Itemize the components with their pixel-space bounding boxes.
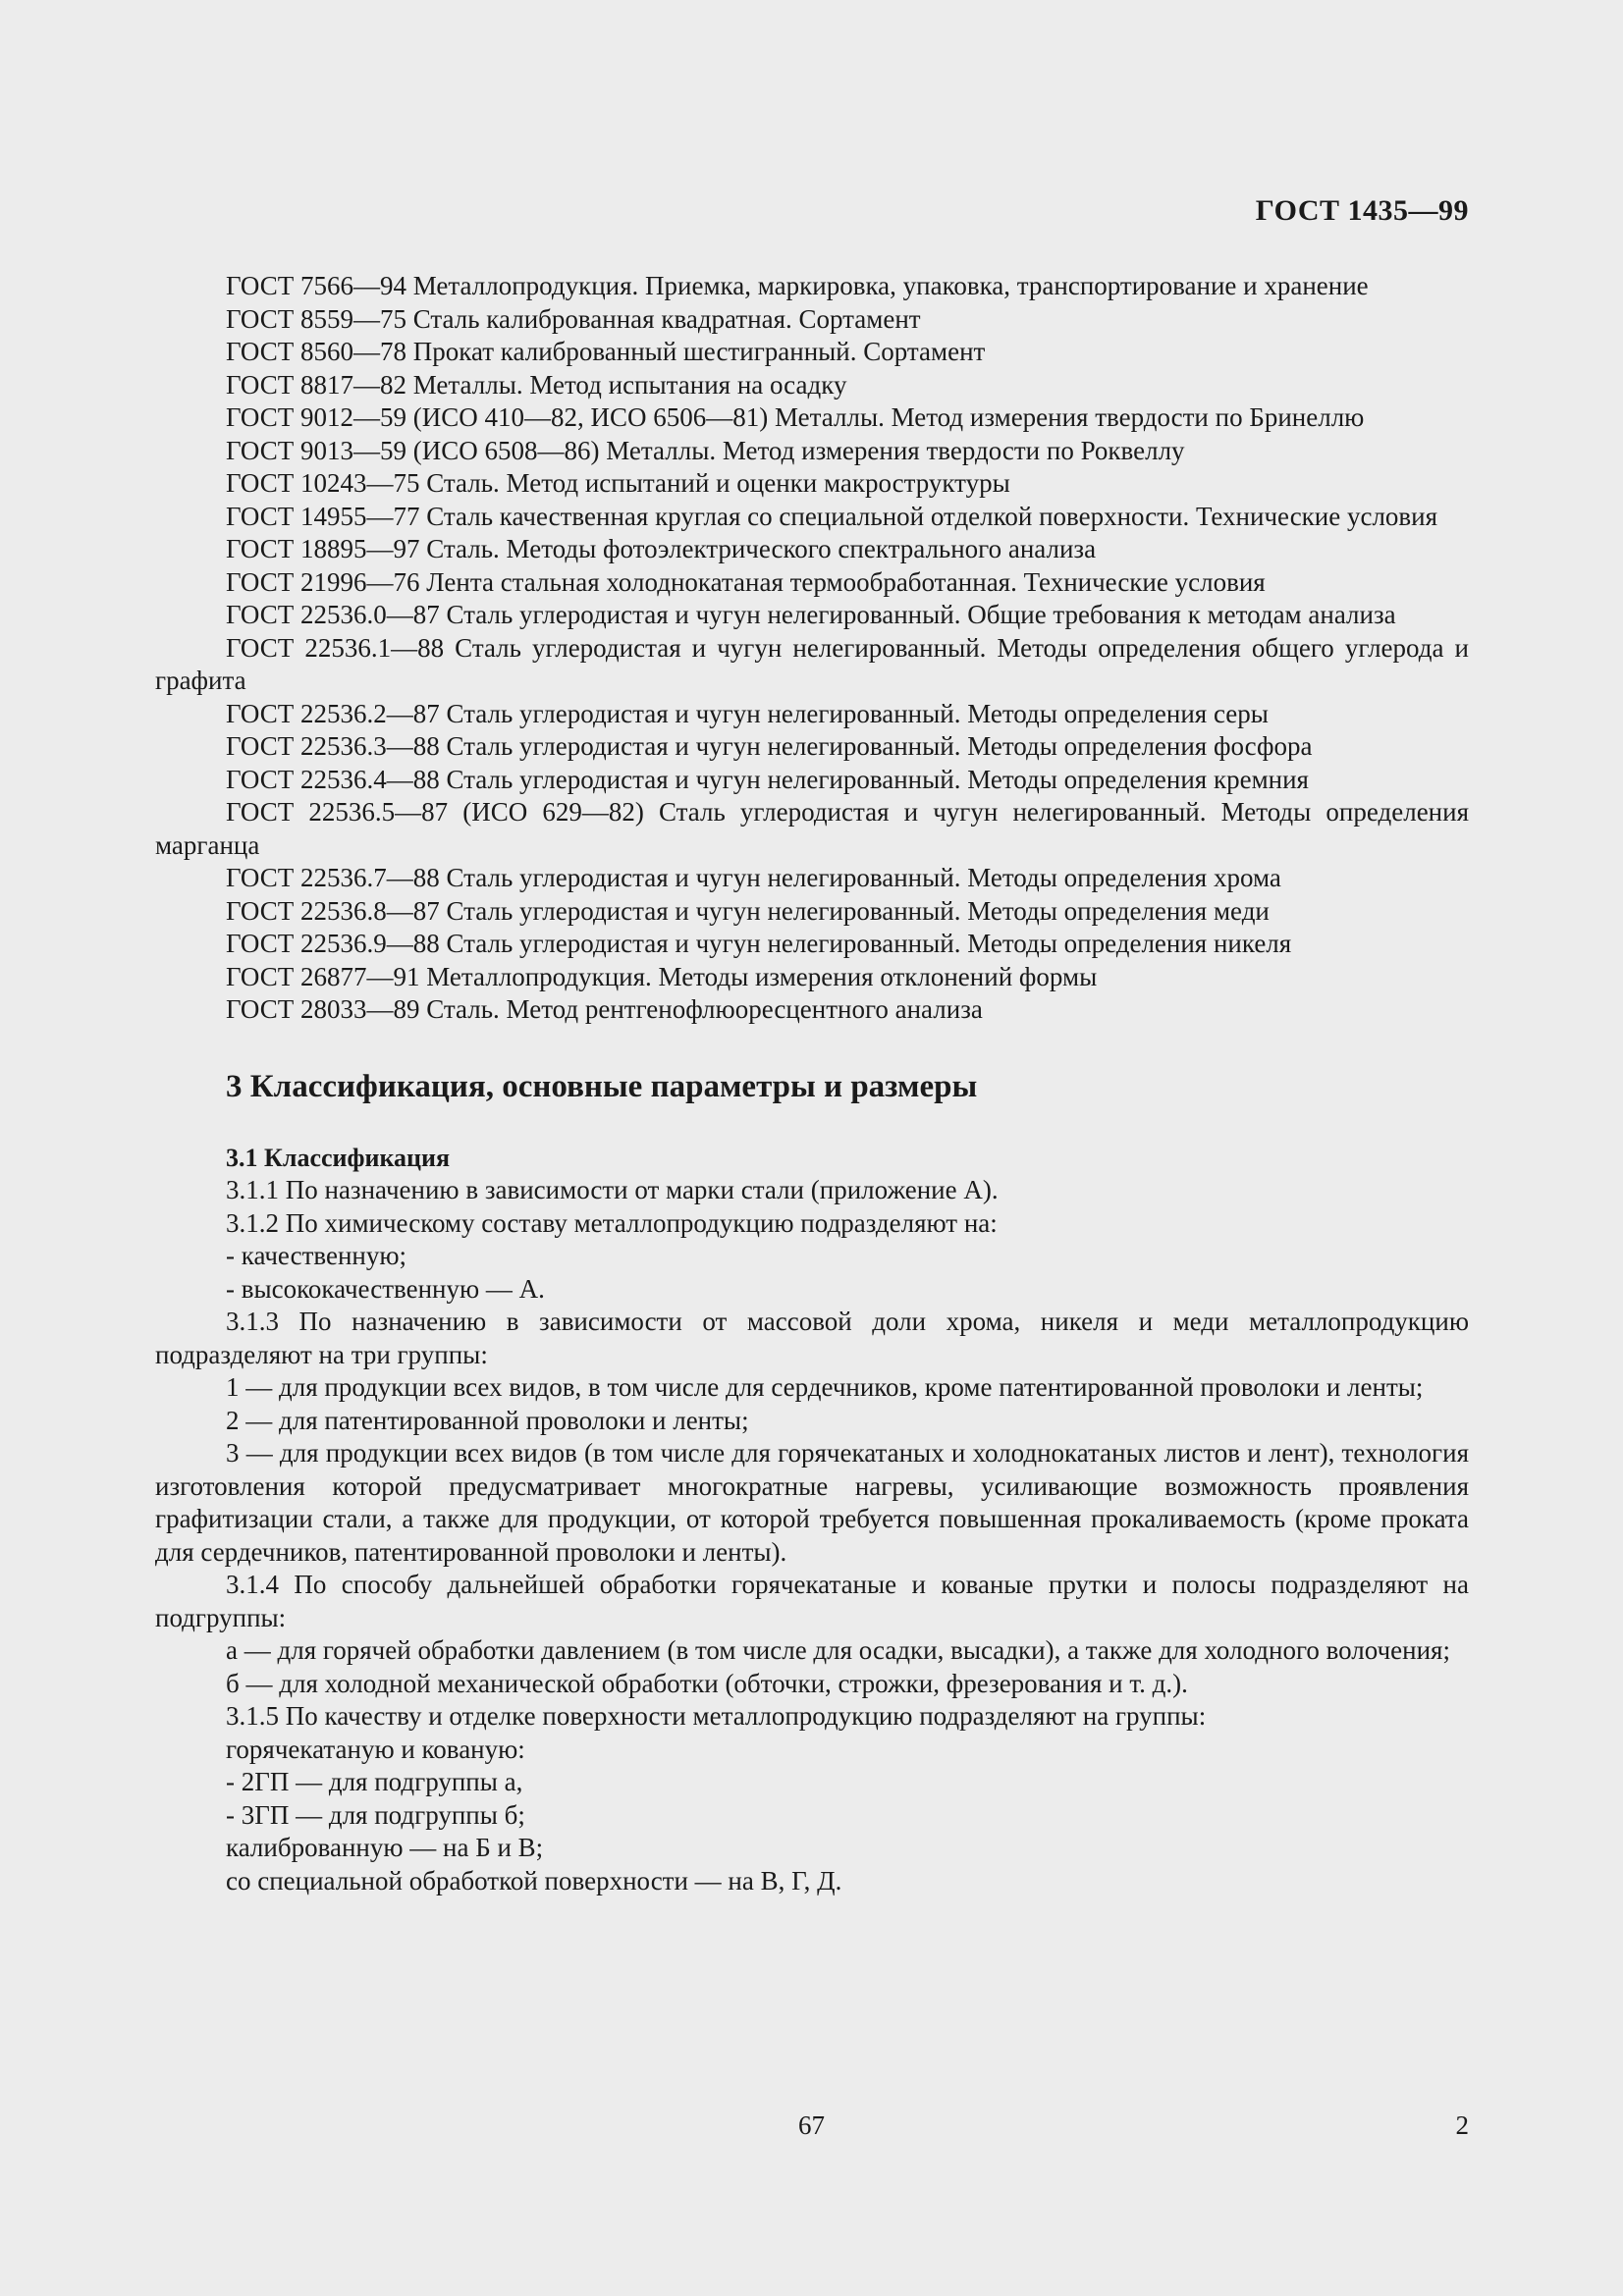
reference-item: ГОСТ 21996—76 Лента стальная холоднокатаная термообработанная. Технические условия bbox=[226, 566, 1266, 597]
paragraph: 2 — для патентированной проволоки и ленты; bbox=[226, 1405, 749, 1435]
list-item: - 3ГП — для подгруппы б; bbox=[226, 1799, 525, 1830]
section-body bbox=[155, 1174, 1469, 1897]
page-number: 67 bbox=[798, 2110, 825, 2140]
list-item: горячекатаную и кованую: bbox=[226, 1734, 525, 1764]
paragraph: 3.1.4 По способу дальнейшей обработки горячекатаные и кованые прутки и полосы подразделяют на подгруппы: bbox=[155, 1570, 1469, 1632]
paragraph: 3 — для продукции всех видов (в том числе для горячекатаных и холоднокатаных листов и лент), технология изготовления которой предусматривает многократные нагревы, усиливающие возможность проявления графитизации стали, а также для продукции, от которой требуется повышенная прокаливаемость (кроме проката для сердечников, патентированной проволоки и ленты). bbox=[155, 1438, 1469, 1567]
document-header: ГОСТ 1435—99 bbox=[1255, 194, 1469, 227]
section-title: 3 Классификация, основные параметры и размеры bbox=[226, 1068, 978, 1104]
reference-item: ГОСТ 22536.2—87 Сталь углеродистая и чугун нелегированный. Методы определения серы bbox=[226, 698, 1269, 728]
reference-item: ГОСТ 9013—59 (ИСО 6508—86) Металлы. Метод измерения твердости по Роквеллу bbox=[226, 435, 1185, 465]
page-content bbox=[155, 270, 1469, 1897]
paragraph: 1 — для продукции всех видов, в том числе для сердечников, кроме патентированной проволоки и ленты; bbox=[226, 1372, 1424, 1402]
reference-item: ГОСТ 8817—82 Металлы. Метод испытания на осадку bbox=[226, 369, 847, 400]
paragraph: 3.1.1 По назначению в зависимости от марки стали (приложение А). bbox=[226, 1175, 999, 1204]
list-item: со специальной обработкой поверхности — на В, Г, Д. bbox=[226, 1865, 842, 1896]
reference-item: ГОСТ 22536.4—88 Сталь углеродистая и чугун нелегированный. Методы определения кремния bbox=[226, 764, 1309, 794]
list-item: - высококачественную — А. bbox=[226, 1273, 545, 1304]
reference-item: ГОСТ 22536.3—88 Сталь углеродистая и чугун нелегированный. Методы определения фосфора bbox=[226, 731, 1313, 761]
reference-item: ГОСТ 9012—59 (ИСО 410—82, ИСО 6506—81) Металлы. Метод измерения твердости по Бринеллю bbox=[226, 402, 1365, 432]
reference-item: ГОСТ 18895—97 Сталь. Методы фотоэлектрического спектрального анализа bbox=[226, 534, 1097, 563]
reference-item: ГОСТ 22536.7—88 Сталь углеродистая и чугун нелегированный. Методы определения хрома bbox=[226, 863, 1281, 892]
list-item: калиброванную — на Б и В; bbox=[226, 1833, 544, 1862]
reference-item: ГОСТ 7566—94 Металлопродукция. Приемка, маркировка, упаковка, транспортирование и хранение bbox=[226, 271, 1369, 300]
reference-item: ГОСТ 22536.9—88 Сталь углеродистая и чугун нелегированный. Методы определения никеля bbox=[226, 929, 1292, 958]
reference-item: ГОСТ 14955—77 Сталь качественная круглая со специальной отделкой поверхности. Технические условия bbox=[226, 501, 1438, 531]
references-list bbox=[155, 270, 1469, 1027]
list-item: - 2ГП — для подгруппы а, bbox=[226, 1767, 523, 1796]
reference-item: ГОСТ 22536.0—87 Сталь углеродистая и чугун нелегированный. Общие требования к методам анализа bbox=[226, 600, 1396, 629]
reference-item: ГОСТ 22536.5—87 (ИСО 629—82) Сталь углеродистая и чугун нелегированный. Методы определения марганца bbox=[155, 797, 1469, 860]
paragraph: 3.1.5 По качеству и отделке поверхности металлопродукцию подразделяют на группы: bbox=[226, 1701, 1207, 1731]
subsection-title: 3.1 Классификация bbox=[226, 1143, 451, 1172]
reference-item: ГОСТ 8560—78 Прокат калиброванный шестигранный. Сортамент bbox=[226, 337, 986, 366]
list-item: - качественную; bbox=[226, 1241, 407, 1270]
reference-item: ГОСТ 26877—91 Металлопродукция. Методы измерения отклонений формы bbox=[226, 961, 1098, 991]
reference-item: ГОСТ 22536.8—87 Сталь углеродистая и чугун нелегированный. Методы определения меди bbox=[226, 895, 1270, 926]
paragraph: 3.1.2 По химическому составу металлопродукцию подразделяют на: bbox=[226, 1207, 998, 1238]
reference-item: ГОСТ 22536.1—88 Сталь углеродистая и чугун нелегированный. Методы определения общего углерода и графита bbox=[155, 632, 1469, 695]
reference-item: ГОСТ 28033—89 Сталь. Метод рентгенофлюоресцентного анализа bbox=[226, 994, 983, 1024]
reference-item: ГОСТ 8559—75 Сталь калиброванная квадратная. Сортамент bbox=[226, 303, 921, 334]
paragraph: 3.1.3 По назначению в зависимости от массовой доли хрома, никеля и меди металлопродукцию подразделяют на три группы: bbox=[155, 1307, 1469, 1369]
sheet-number: 2 bbox=[1455, 2110, 1469, 2140]
reference-item: ГОСТ 10243—75 Сталь. Метод испытаний и оценки макроструктуры bbox=[226, 468, 1010, 498]
paragraph: б — для холодной механической обработки (обточки, строжки, фрезерования и т. д.). bbox=[226, 1668, 1188, 1698]
paragraph: а — для горячей обработки давлением (в том числе для осадки, высадки), а также для холодного волочения; bbox=[226, 1635, 1450, 1665]
